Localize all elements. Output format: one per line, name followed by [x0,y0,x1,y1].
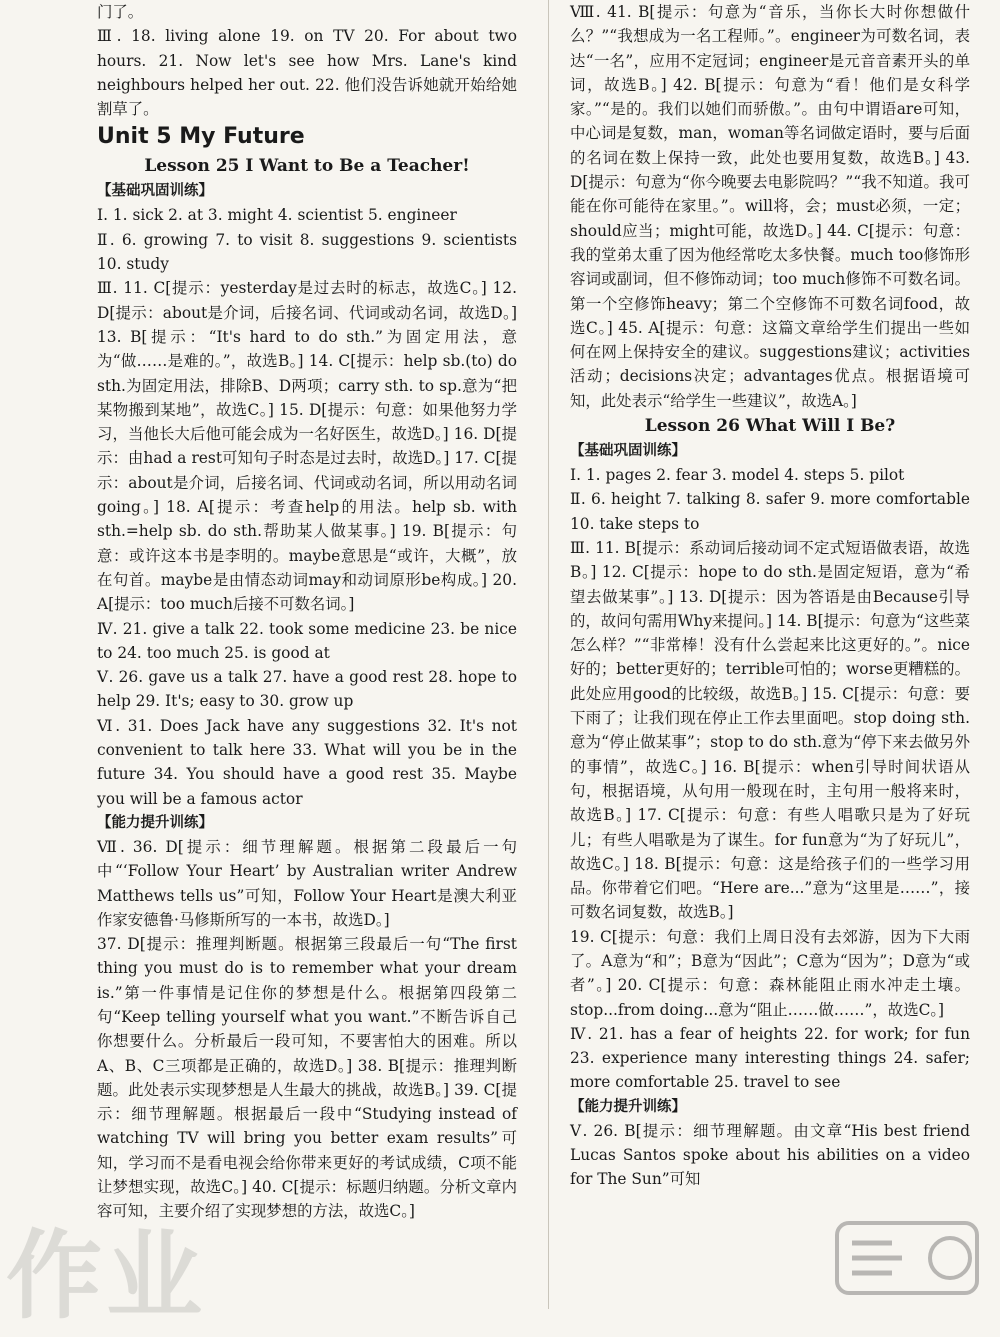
right-column [570,0,970,1192]
answer-line: Ⅴ. 26. gave us a talk 27. have a good rest 28. hope to help 29. It's; easy to 30. grow up [97,668,517,711]
unit-title: Unit 5 My Future [97,124,305,150]
answer-line: Ⅲ. 11. B[提示：系动词后接动词不定式短语做表语，故选B。] 12. C[提示：hope to do sth.是固定短语，意为“希望去做某事”。] 13. D[提示：因为答语是由Because引导的，故问句需用Why来提问。] 14. B[提示：句意为“这些菜怎么样？”“非常棒！没有什么尝起来比这更好的。”。nice好的；better更好的；terrible可怕的；worse更糟糕的。此处应用good的比较级，故选B。] 15. C[提示：句意：要下雨了；让我们现在停止工作去里面吧。stop doing sth.意为“停止做某事”；stop to do sth.意为“停下来去做另外的事情”，故选C。] 16. B[提示：when引导时间状语从句，根据语境，从句用一般现在时，主句用一般将来时，故选B。] 17. C[提示：句意：有些人唱歌只是为了好玩儿；有些人唱歌是为了谋生。for fun意为“为了好玩儿”，故选C。] 18. B[提示：句意：这是给孩子们的一些学习用品。你带着它们吧。“Here are...”意为“这里是……”，接可数名词复数，故选B。] [570,538,970,922]
section-ability-heading: 【能力提升训练】 [570,1098,686,1115]
prev-exercise-block: Ⅷ. 41. B[提示：句意为“音乐，当你长大时你想做什么？”“我想成为一名工程师。”。engineer为可数名词，表达“一名”，应用不定冠词；engineer是元音音素开头的单词，故选B。] 42. B[提示：句意为“看！他们是女科学家。”“是的。我们以她们而骄傲。”。由句中谓语are可知，中心词是复数，man，woman等名词做定语时，要与后面的名词在数上保持一致，此处也要用复数，故选B。] 43. D[提示：句意为“你今晚要去电影院吗？”“我不知道。我可能在你可能待在家里。”。will将，会；must必须，一定；should应当；might可能，故选D。] 44. C[提示：句意：我的堂弟太重了因为他经常吃太多快餐。much too修饰形容词或副词，但不修饰动词；too much修饰不可数名词。第一个空修饰heavy；第二个空修饰不可数名词food，故选C。] 45. A[提示：句意：这篇文章给学生们提出一些如何在网上保持安全的建议。suggestions建议；activities活动；decisions决定；advantages优点。根据语境可知，此处表示“给学生一些建议”，故选A。] [570,3,970,410]
section-ability-heading: 【能力提升训练】 [97,814,213,831]
section-basic-heading: 【基础巩固训练】 [570,443,686,460]
answer-line: Ⅵ. 31. Does Jack have any suggestions 32. It's not convenient to talk here 33. What will you be in the future 34. You should have a good rest 35. Maybe you will be a famous actor [97,716,517,808]
answer-line: Ⅰ. 1. pages 2. fear 3. model 4. steps 5. pilot [570,466,905,485]
answer-line: Ⅳ. 21. has a fear of heights 22. for work; for fun 23. experience many interesting things 24. safer; more comfortable 25. travel to see [570,1024,970,1092]
prev-exercise-block: Ⅲ. 18. living alone 19. on TV 20. For about two hours. 21. Now let's see how Mrs. Lane's kind neighbours helped her out. 22. 他们没告诉她就开始给她割草了。 [97,27,517,119]
ability-answers: Ⅶ. 36. D[提示：细节理解题。根据第二段最后一句中“‘Follow Your Heart’ by Australian writer Andrew Matthews tells us”可知，Follow Your Heart是澳大利亚作家安德鲁·马修斯所写的一本书，故选D。] 37. D[提示：推理判断题。根据第三段最后一句“The first thing you must do is to remember what your dream is.”第一件事情是记住你的梦想是什么。根据第四段第二句“Keep telling yourself what you want.”不断告诉自己你想要什么。分析最后一段可知，不要害怕大的困难。所以A、B、C三项都是正确的，故选D。] 38. B[提示：推理判断题。此处表示实现梦想是人生最大的挑战，故选B。] 39. C[提示：细节理解题。根据最后一段中“Studying instead of watching TV will bring you better exam results”可知，学习而不是看电视会给你带来更好的考试成绩，C项不能让梦想实现，故选C。] 40. C[提示：标题归纳题。分析文章内容可知，主要介绍了实现梦想的方法，故选C。] [97,837,517,1221]
left-column [97,0,517,1224]
watermark-text: 作业 [6,1220,206,1332]
section-basic-heading: 【基础巩固训练】 [97,183,213,200]
lesson-26-title: Lesson 26 What Will I Be? [644,416,896,437]
watermark-logo-icon [832,1213,982,1303]
answer-line: Ⅲ. 11. C[提示：yesterday是过去时的标志，故选C。] 12. D[提示：about是介词，后接名词、代词或动名词，故选D。] 13. B[提示：“It's hard to do sth.”为固定用法，意为“做……是难的。”，故选B。] 14. C[提示：help sb.(to) do sth.为固定用法，排除B、D两项；carry sth. to sp.意为“把某物搬到某地”，故选C。] 15. D[提示：句意：如果他努力学习，当他长大后他可能会成为一名好医生，故选D。] 16. D[提示：由had a rest可知句子时态是过去时，故选D。] 17. C[提示：about是介词，后接名词、代词或动名词，所以用动名词going。] 18. A[提示：考查help的用法。help sb. with sth.=help sb. do sth.帮助某人做某事。] 19. B[提示：句意：或许这本书是李明的。maybe意思是“或许，大概”，放在句首。maybe是由情态动词may和动词原形be构成。] 20. A[提示：too much后接不可数名词。] [97,279,517,614]
answer-line: Ⅰ. 1. sick 2. at 3. might 4. scientist 5. engineer [97,206,457,225]
prev-fragment: 门了。 [97,3,144,21]
answer-line: Ⅳ. 21. give a talk 22. took some medicine 23. be nice to 24. too much 25. is good at [97,619,517,662]
ability-answers: Ⅴ. 26. B[提示：细节理解题。由文章“His best friend Lucas Santos spoke about his abilities on a video for The Sun”可知 [570,1121,970,1189]
lesson-25-title: Lesson 25 I Want to Be a Teacher! [144,156,470,177]
answer-line: Ⅱ. 6. growing 7. to visit 8. suggestions 9. scientists 10. study [97,230,517,274]
column-divider [548,0,549,1309]
answer-line: Ⅱ. 6. height 7. talking 8. safer 9. more comfortable 10. take steps to [570,490,970,533]
answer-line: 19. C[提示：句意：我们上周日没有去郊游，因为下大雨了。A意为“和”；B意为“因此”；C意为“因为”；D意为“或者”。] 20. C[提示：句意：森林能阻止雨水冲走土壤。stop...from doing...意为“阻止……做……”，故选C。] [570,927,970,1019]
